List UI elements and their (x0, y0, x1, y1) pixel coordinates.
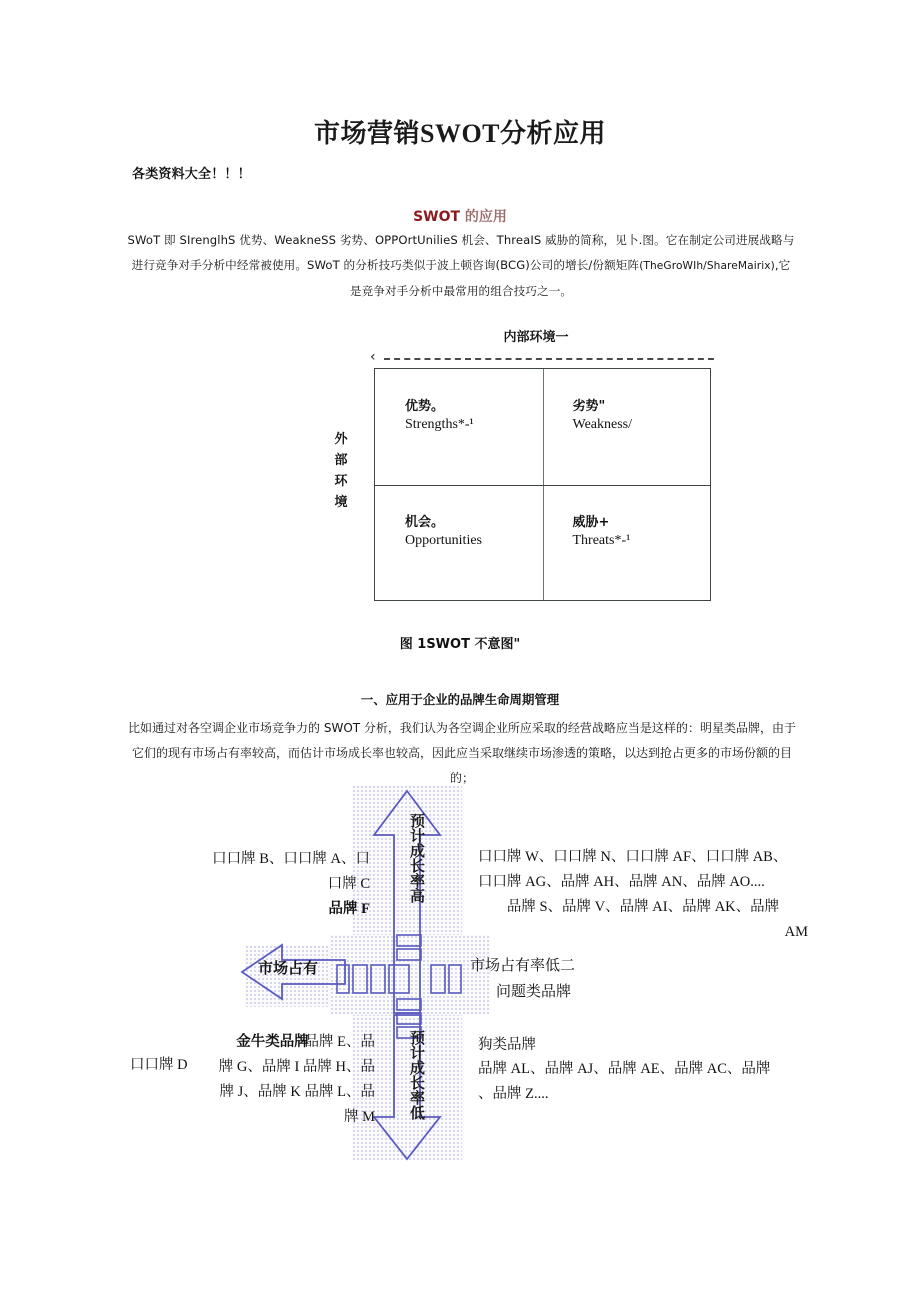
quadrant-question-brands (478, 845, 808, 945)
swot-external-env-label: 外部环境 (334, 432, 348, 510)
swot-internal-env-label: 内部环境一 (503, 330, 569, 345)
document-note: 各类资料大全！！！ (132, 167, 251, 182)
figure-caption: 图 1SWOT 不意图" (399, 637, 521, 652)
swot-heading-suffix: 的应用 (460, 209, 507, 225)
swot-grid (374, 368, 711, 601)
swot-cell-strengths (375, 369, 543, 485)
cash-cow-line4: 牌 M (343, 1109, 375, 1125)
question-brands-line2: 口口牌 AG、品牌 AH、品牌 AN、品牌 AO.... (478, 874, 765, 890)
swot-cell-opportunities-cn: 机会。 (405, 514, 445, 530)
question-brands-line3: 品牌 S、品牌 V、品牌 AI、品牌 AK、品牌 (506, 899, 780, 915)
cash-cow-title-text: 金牛类品牌 (236, 1034, 309, 1050)
swot-matrix-figure (330, 326, 730, 606)
swot-section-heading (0, 206, 920, 226)
star-brands-line2: 口牌 C (327, 876, 370, 892)
question-brands-line1: 口口牌 W、口口牌 N、口口牌 AF、口口牌 AB、 (478, 849, 788, 865)
swot-cell-threats-cn: 威胁+ (572, 514, 610, 530)
cash-cow-line3: 牌 J、品牌 K 品牌 L、品 (219, 1084, 375, 1100)
swot-top-axis (370, 350, 715, 366)
swot-cell-weakness (543, 369, 711, 485)
swot-cell-threats (543, 485, 711, 601)
swot-heading-keyword: SWOT (413, 209, 461, 225)
swot-intro-paragraph (126, 228, 796, 304)
swot-cell-opportunities-en: Opportunities (405, 532, 482, 548)
section-one-paragraph: 比如通过对各空调企业市场竞争力的 SWOT 分析，我们认为各空调企业所应采取的经营战略应当是这样的：明星类品牌，由于它们的现有市场占有率较高，而估计市场成长率也较高，因此应当采取继续市场渗透的策略，以达到抢占更多的市场份额的目的； (128, 721, 796, 785)
market-share-high-label: 市场占有 (258, 959, 319, 977)
market-share-low-label: 市场占有率低二 (470, 958, 576, 974)
cash-cow-line1: 品牌 E、品 (304, 1034, 375, 1050)
cash-cow-overlap-brand: 口口牌 D (130, 1057, 188, 1073)
swot-cell-weakness-cn: 劣势" (572, 399, 606, 414)
swot-intro-main: SWoT 即 SIrenglhS 优势、WeakneSS 劣势、OPPOrtUnilieS 机会、ThreaIS 威胁的简称，见卜.图。它在制定公司进展战略与进行竞争对手分析中经常被使用。SWoT 的分析技巧类似于波上顿咨询(BCG)公司的增长/份额矩阵 (127, 233, 795, 272)
quadrant-star-brands (170, 847, 370, 922)
market-share-low-label-group (470, 953, 575, 1005)
dog-title: 狗类品牌 (478, 1037, 536, 1053)
question-brands-line4: AM (784, 924, 808, 940)
section-one-heading: 一、应用于企业的品牌生命周期管理 (360, 692, 560, 707)
swot-cell-strengths-en: Strengths*-¹ (405, 417, 474, 432)
growth-low-label: 预计成长率低 (408, 1030, 426, 1120)
dashed-axis-line (384, 358, 714, 360)
question-brand-label: 问题类品牌 (496, 984, 572, 1000)
swot-cell-threats-en: Threats*-¹ (572, 532, 631, 548)
swot-cell-opportunities (375, 485, 543, 601)
swot-intro-tail: ,它是竞争对手分析中最常用的组合技巧之一。 (349, 258, 791, 298)
swot-intro-matrix-name: (TheGroWIh/ShareMairix) (639, 260, 775, 272)
quadrant-dog-brands (478, 1057, 808, 1107)
cash-cow-line2: 牌 G、品牌 I 品牌 H、品 (218, 1059, 375, 1075)
star-brands-line1: 口口牌 B、口口牌 A、口 (212, 851, 370, 867)
star-brands-line3: 品牌 F (328, 901, 370, 917)
dog-line1: 品牌 AL、品牌 AJ、品牌 AE、品牌 AC、品牌 (478, 1061, 771, 1077)
swot-cell-weakness-en: Weakness/ (572, 417, 633, 432)
quadrant-cash-cow-brands (150, 1030, 375, 1130)
page-title: 市场营销SWOT分析应用 (313, 119, 607, 148)
bcg-matrix-figure (130, 785, 810, 1185)
dog-line2: 、品牌 Z.... (478, 1086, 549, 1102)
swot-cell-strengths-cn: 优势。 (405, 399, 445, 414)
left-chevron-icon: ‹ (370, 349, 376, 365)
growth-high-label: 预计成长率高 (408, 813, 426, 903)
